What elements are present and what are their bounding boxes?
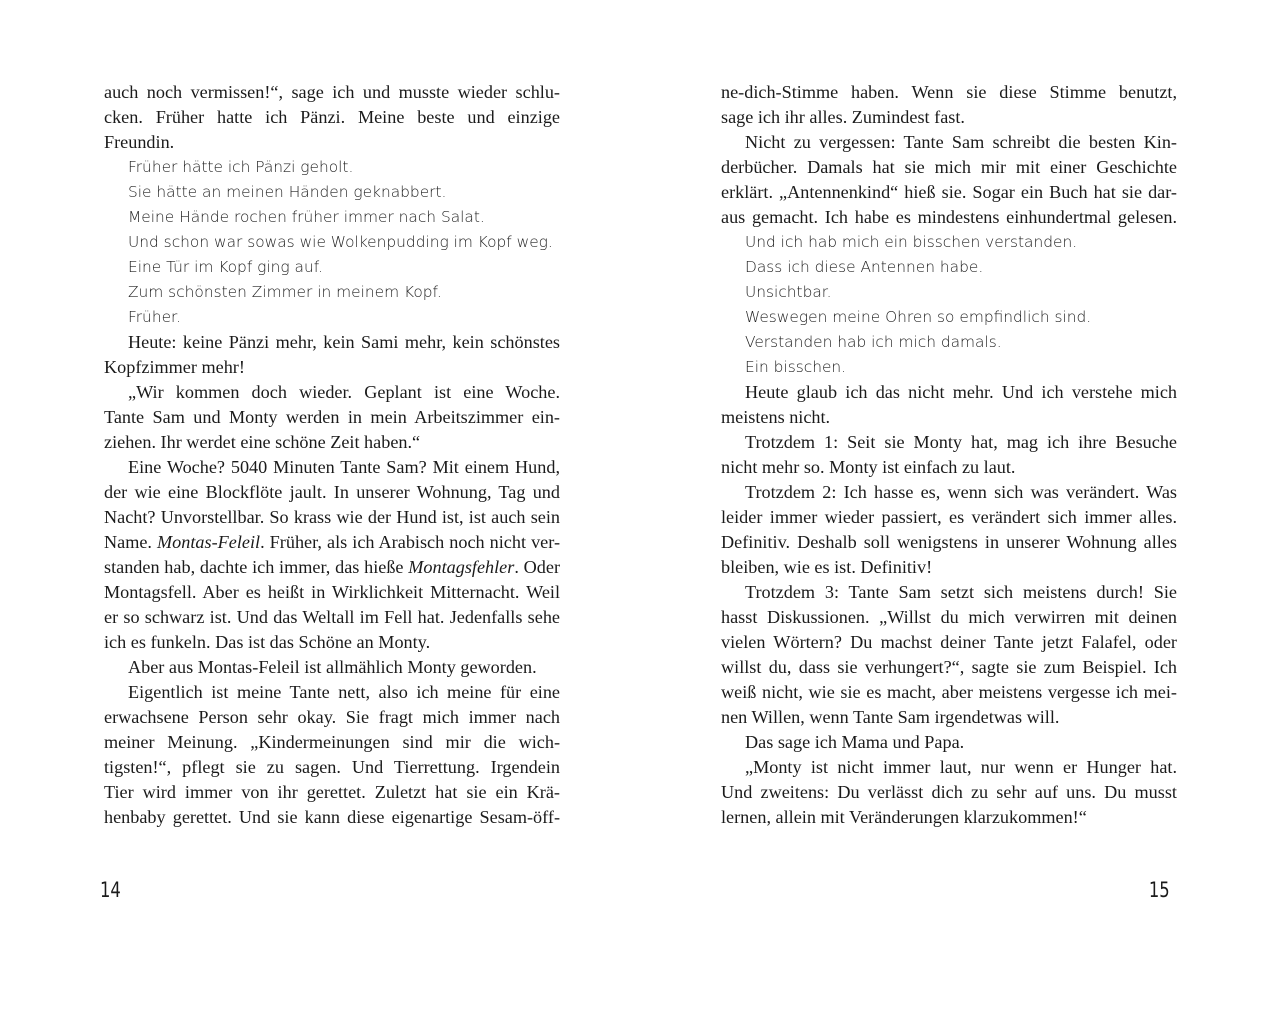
- text-line: Aber aus Montas-Feleil ist allmählich Monty geworden.: [128, 657, 537, 677]
- text-run: Name.: [104, 532, 158, 552]
- text-line: henbaby gerettet. Und sie kann diese eigenartige Sesam-öff-: [104, 807, 560, 827]
- text-line: Nacht? Unvorstellbar. So krass wie der Hund ist, ist auch sein: [104, 507, 560, 527]
- text-line: weiß nicht, wie sie es macht, aber meistens vergesse ich mei-: [721, 682, 1177, 702]
- text-line: erwachsene Person sehr okay. Sie fragt mich immer nach: [104, 707, 560, 727]
- text-line: [104, 555, 560, 580]
- text-line: Trotzdem 1: Seit sie Monty hat, mag ich ihre Besuche: [745, 432, 1177, 452]
- text-line: cken. Früher hatte ich Pänzi. Meine beste und einzige: [104, 107, 560, 127]
- text-run: . Früher, als ich Arabisch noch nicht ver-: [260, 532, 560, 552]
- text-line: Heute glaub ich das nicht mehr. Und ich verstehe mich: [745, 382, 1177, 402]
- text-line: Tier wird immer von ihr gerettet. Zuletzt hat sie ein Krä-: [104, 782, 560, 802]
- text-line: Heute: keine Pänzi mehr, kein Sami mehr, kein schönstes: [128, 332, 560, 352]
- text-line: derbücher. Damals hat sie mich mir mit einer Geschichte: [721, 157, 1177, 177]
- text-line: Das sage ich Mama und Papa.: [745, 732, 965, 752]
- text-line: Trotzdem 2: Ich hasse es, wenn sich was verändert. Was: [745, 482, 1177, 502]
- text-line: Früher.: [128, 308, 181, 326]
- text-line: Sie hätte an meinen Händen geknabbert.: [128, 183, 447, 201]
- text-line: der wie eine Blockflöte jault. In unserer Wohnung, Tag und: [104, 482, 560, 502]
- text-line: Freundin.: [104, 132, 175, 152]
- text-line: leider immer wieder passiert, es verändert sich immer alles.: [721, 507, 1177, 527]
- text-line: Dass ich diese Antennen habe.: [745, 258, 984, 276]
- text-line: Zum schönsten Zimmer in meinem Kopf.: [128, 283, 442, 301]
- right-page-text: [721, 80, 1177, 830]
- text-line: ne-dich-Stimme haben. Wenn sie diese Stimme benutzt,: [721, 82, 1177, 102]
- text-line: willst du, dass sie verhungert?“, sagte sie zum Beispiel. Ich: [721, 657, 1177, 677]
- italic-word: Montagsfehler: [408, 557, 515, 577]
- text-line: „Wir kommen doch wieder. Geplant ist eine Woche.: [128, 382, 560, 402]
- text-line: ziehen. Ihr werdet eine schöne Zeit haben.“: [104, 432, 421, 452]
- text-line: meistens nicht.: [721, 407, 831, 427]
- text-line: Und schon war sowas wie Wolkenpudding im Kopf weg.: [128, 233, 553, 251]
- text-line: aus gemacht. Ich habe es mindestens einhundertmal gelesen.: [721, 207, 1177, 227]
- left-page: [104, 80, 560, 830]
- text-line: Trotzdem 3: Tante Sam setzt sich meistens durch! Sie: [745, 582, 1177, 602]
- text-line: Tante Sam und Monty werden in mein Arbeitszimmer ein-: [104, 407, 560, 427]
- text-line: sage ich ihr alles. Zumindest fast.: [721, 107, 965, 127]
- text-line: erklärt. „Antennenkind“ hieß sie. Sogar ein Buch hat sie dar-: [721, 182, 1177, 202]
- text-line: lernen, allein mit Veränderungen klarzukommen!“: [721, 807, 1087, 827]
- text-line: Eine Tür im Kopf ging auf.: [128, 258, 323, 276]
- text-line: bleiben, wie es ist. Definitiv!: [721, 557, 933, 577]
- text-line: Und ich hab mich ein bisschen verstanden.: [745, 233, 1078, 251]
- text-line: Nicht zu vergessen: Tante Sam schreibt die besten Kin-: [745, 132, 1177, 152]
- text-line: Weswegen meine Ohren so empfindlich sind.: [745, 308, 1092, 326]
- text-run: . Oder: [514, 557, 561, 577]
- text-line: Kopfzimmer mehr!: [104, 357, 245, 377]
- text-line: meiner Meinung. „Kindermeinungen sind mir die wich-: [104, 732, 560, 752]
- page-number-left: 14: [100, 878, 121, 902]
- text-line: Eine Woche? 5040 Minuten Tante Sam? Mit einem Hund,: [128, 457, 560, 477]
- text-line: Ein bisschen.: [745, 358, 847, 376]
- left-page-text: [104, 80, 560, 830]
- page-number-right: 15: [1149, 878, 1170, 902]
- text-line: [104, 530, 560, 555]
- text-line: nicht mehr so. Monty ist einfach zu laut.: [721, 457, 1016, 477]
- text-line: hasst Diskussionen. „Willst du mich verwirren mit deinen: [721, 607, 1177, 627]
- text-line: Montagsfell. Aber es heißt in Wirklichkeit Mitternacht. Weil: [104, 582, 560, 602]
- text-line: Und zweitens: Du verlässt dich zu sehr auf uns. Du musst: [721, 782, 1177, 802]
- text-line: vielen Wörtern? Du machst deiner Tante jetzt Falafel, oder: [721, 632, 1177, 652]
- text-line: „Monty ist nicht immer laut, nur wenn er Hunger hat.: [745, 757, 1177, 777]
- text-line: Meine Hände rochen früher immer nach Salat.: [128, 208, 485, 226]
- text-line: Früher hätte ich Pänzi geholt.: [128, 158, 354, 176]
- text-line: Definitiv. Deshalb soll wenigstens in unserer Wohnung alles: [721, 532, 1177, 552]
- text-line: auch noch vermissen!“, sage ich und musste wieder schlu-: [104, 82, 560, 102]
- text-line: tigsten!“, pflegt sie zu sagen. Und Tierrettung. Irgendein: [104, 757, 560, 777]
- right-page: [721, 80, 1177, 830]
- text-line: er so schwarz ist. Und das Weltall im Fell hat. Jedenfalls sehe: [104, 607, 560, 627]
- text-line: Unsichtbar.: [745, 283, 832, 301]
- text-line: Eigentlich ist meine Tante nett, also ich meine für eine: [128, 682, 560, 702]
- text-line: Verstanden hab ich mich damals.: [745, 333, 1002, 351]
- text-line: nen Willen, wenn Tante Sam irgendetwas will.: [721, 707, 1060, 727]
- text-run: standen hab, dachte ich immer, das hieße: [104, 557, 409, 577]
- text-line: ich es funkeln. Das ist das Schöne an Monty.: [104, 632, 431, 652]
- italic-word: Montas-Feleil: [157, 532, 261, 552]
